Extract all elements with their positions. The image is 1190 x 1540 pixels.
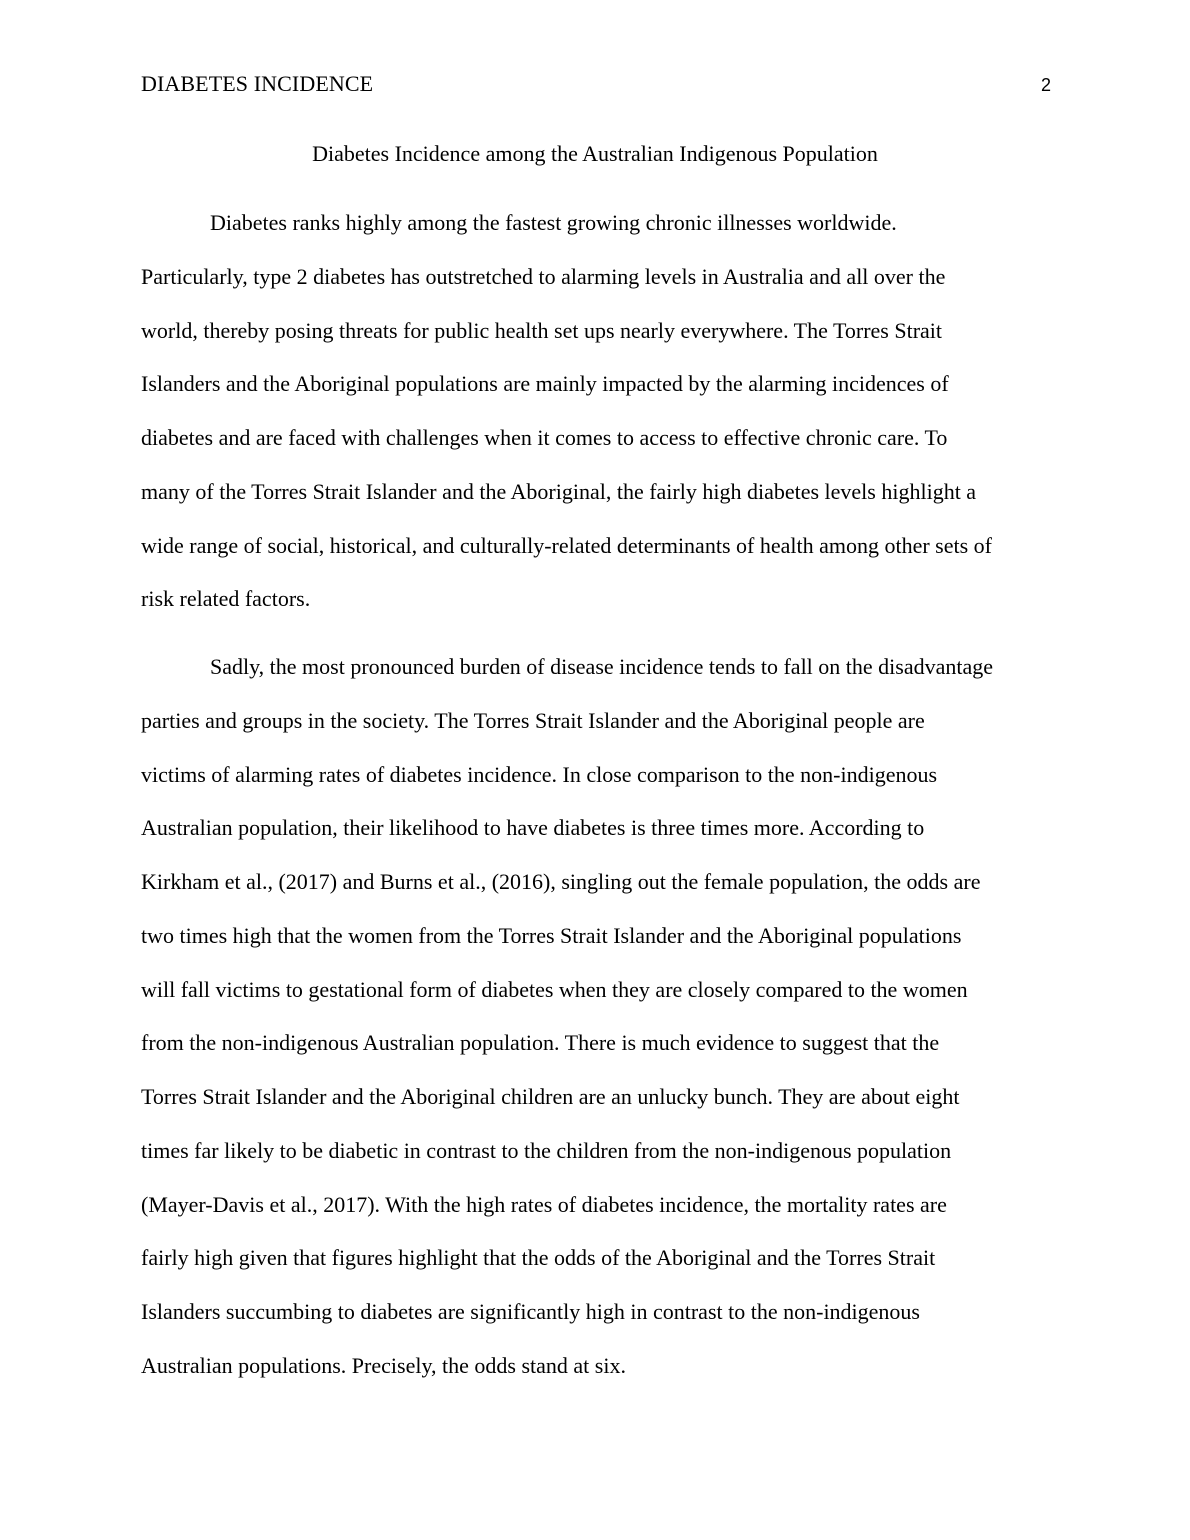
paragraph-line: wide range of social, historical, and culturally-related determinants of health among other sets of <box>141 532 992 558</box>
paragraph-line: Islanders and the Aboriginal populations are mainly impacted by the alarming incidences of <box>141 371 949 397</box>
paragraph-line: fairly high given that figures highlight that the odds of the Aboriginal and the Torres Strait <box>141 1245 936 1271</box>
page-number: 2 <box>1040 75 1051 95</box>
paragraph-line: from the non-indigenous Australian population. There is much evidence to suggest that the <box>141 1030 940 1056</box>
paragraph-line: world, thereby posing threats for public health set ups nearly everywhere. The Torres Strait <box>141 317 943 343</box>
document-title: Diabetes Incidence among the Australian Indigenous Population <box>312 141 878 166</box>
paragraph-line: will fall victims to gestational form of diabetes when they are closely compared to the women <box>141 976 968 1002</box>
running-head: DIABETES INCIDENCE <box>141 71 374 96</box>
paragraph-line: Diabetes ranks highly among the fastest growing chronic illnesses worldwide. <box>210 210 897 235</box>
paragraph-line: Australian population, their likelihood to have diabetes is three times more. According to <box>141 815 925 841</box>
paragraph-line: many of the Torres Strait Islander and the Aboriginal, the fairly high diabetes levels highlight a <box>141 478 977 504</box>
paragraph-line: times far likely to be diabetic in contrast to the children from the non-indigenous population <box>141 1137 952 1163</box>
paragraph-line: risk related factors. <box>141 586 311 612</box>
paragraph-line: (Mayer-Davis et al., 2017). With the high rates of diabetes incidence, the mortality rates are <box>141 1191 947 1217</box>
paragraph-line: two times high that the women from the Torres Strait Islander and the Aboriginal populations <box>141 922 962 948</box>
paragraph-line: Torres Strait Islander and the Aboriginal children are an unlucky bunch. They are about eight <box>141 1084 960 1109</box>
paragraph-line: Sadly, the most pronounced burden of disease incidence tends to fall on the disadvantage <box>210 654 994 679</box>
paragraph-line: parties and groups in the society. The Torres Strait Islander and the Aboriginal people are <box>141 707 925 733</box>
paragraph-line: Australian populations. Precisely, the odds stand at six. <box>141 1352 626 1378</box>
paragraph-line: victims of alarming rates of diabetes incidence. In close comparison to the non-indigenous <box>141 761 938 787</box>
paragraph-line: diabetes and are faced with challenges when it comes to access to effective chronic care. To <box>141 425 948 450</box>
paragraph-line: Kirkham et al., (2017) and Burns et al., (2016), singling out the female population, the odds are <box>141 869 981 894</box>
paragraph-line: Islanders succumbing to diabetes are significantly high in contrast to the non-indigenous <box>141 1299 920 1324</box>
paragraph-2 <box>141 640 1049 1393</box>
paragraph-1 <box>141 196 1049 626</box>
paragraph-line: Particularly, type 2 diabetes has outstretched to alarming levels in Australia and all over the <box>141 263 946 289</box>
